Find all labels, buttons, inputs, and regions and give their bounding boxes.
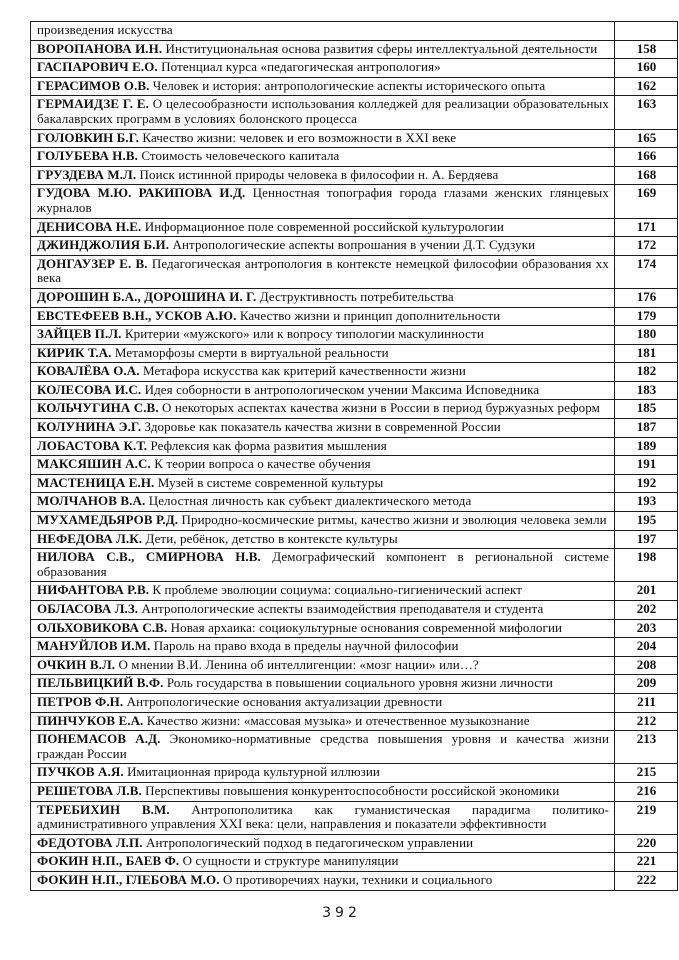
toc-row	[31, 764, 678, 783]
toc-row	[31, 530, 678, 549]
toc-entry-cell	[31, 712, 615, 731]
toc-entry-page-number: 166	[615, 148, 678, 167]
toc-entry-cell	[31, 22, 615, 41]
toc-entry-cell	[31, 549, 615, 582]
toc-entry-author: ЗАЙЦЕВ П.Л.	[37, 326, 125, 342]
toc-row	[31, 166, 678, 185]
toc-row	[31, 22, 678, 41]
toc-entry-page-number: 197	[615, 530, 678, 549]
toc-row	[31, 619, 678, 638]
toc-row	[31, 834, 678, 853]
toc-entry-title: Ценностная топография города глазами женских глянцевых журналов	[37, 185, 609, 215]
toc-entry-page-number: 220	[615, 834, 678, 853]
toc-row	[31, 782, 678, 801]
toc-entry-author: ДОНГАУЗЕР Е. В.	[37, 255, 152, 271]
toc-entry-page-number: 192	[615, 474, 678, 493]
toc-row	[31, 77, 678, 96]
toc-entry-title: Экономико-нормативные средства повышения уровня и качества жизни граждан России	[37, 731, 609, 761]
toc-entry-title: Антропологические основания актуализации древности	[126, 693, 443, 709]
toc-entry-title: О некоторых аспектах качества жизни в России в период буржуазных реформ	[162, 400, 600, 416]
toc-entry-page-number: 213	[615, 731, 678, 764]
toc-entry-cell	[31, 59, 615, 78]
toc-entry-author: МАНУЙЛОВ И.М.	[37, 638, 154, 654]
toc-row	[31, 456, 678, 475]
toc-row	[31, 693, 678, 712]
toc-entry-page-number: 216	[615, 782, 678, 801]
toc-entry-page-number: 169	[615, 185, 678, 218]
toc-entry-cell	[31, 871, 615, 890]
toc-entry-cell	[31, 129, 615, 148]
toc-entry-title: Качество жизни и принцип дополнительности	[239, 307, 501, 323]
toc-entry-author: ДЕНИСОВА Н.Е.	[37, 218, 145, 234]
toc-row	[31, 731, 678, 764]
toc-row	[31, 344, 678, 363]
toc-entry-page-number: 165	[615, 129, 678, 148]
toc-entry-author: ПЕТРОВ Ф.Н.	[37, 693, 127, 709]
toc-row	[31, 59, 678, 78]
toc-entry-page-number: 221	[615, 853, 678, 872]
toc-entry-author: НИЛОВА С.В., СМИРНОВА Н.В.	[37, 549, 273, 565]
toc-entry-author: КОВАЛЁВА О.А.	[37, 363, 143, 379]
toc-entry-cell	[31, 834, 615, 853]
toc-entry-title: Качество жизни: человек и его возможности в XXI веке	[142, 129, 457, 145]
toc-entry-page-number: 212	[615, 712, 678, 731]
toc-entry-author: КИРИК Т.А.	[37, 344, 115, 360]
toc-entry-title: Перспективы повышения конкурентоспособности российской экономики	[145, 782, 560, 798]
toc-entry-title: Роль государства в повышении социального уровня жизни личности	[166, 675, 553, 691]
toc-row	[31, 675, 678, 694]
toc-row	[31, 853, 678, 872]
toc-entry-title: Поиск истинной природы человека в философии н. А. Бердяева	[139, 166, 499, 182]
toc-entry-cell	[31, 493, 615, 512]
toc-row	[31, 307, 678, 326]
toc-entry-author: ОЧКИН В.Л.	[37, 656, 119, 672]
toc-entry-author: ГУДОВА М.Ю. РАКИПОВА И.Д.	[37, 185, 253, 201]
toc-entry-page-number: 158	[615, 40, 678, 59]
toc-entry-page-number: 183	[615, 381, 678, 400]
toc-entry-author: ПОНЕМАСОВ А.Д.	[37, 731, 170, 747]
toc-entry-author: МУХАМЕДЬЯРОВ Р.Д.	[37, 512, 182, 528]
toc-row	[31, 474, 678, 493]
toc-entry-author: ОЛЬХОВИКОВА С.В.	[37, 619, 171, 635]
toc-row	[31, 512, 678, 531]
toc-entry-page-number: 195	[615, 512, 678, 531]
toc-entry-cell	[31, 782, 615, 801]
toc-row	[31, 96, 678, 129]
toc-entry-cell	[31, 255, 615, 288]
toc-entry-title: Демографический компонент в региональной системе образования	[37, 549, 609, 579]
toc-entry-page-number: 202	[615, 601, 678, 620]
toc-entry-page-number: 215	[615, 764, 678, 783]
toc-entry-page-number: 198	[615, 549, 678, 582]
toc-entry-page-number: 193	[615, 493, 678, 512]
toc-entry-page-number: 168	[615, 166, 678, 185]
toc-entry-page-number: 201	[615, 582, 678, 601]
toc-entry-title: О целесообразности использования колледжей для реализации образовательных бакалаврских программ в условиях болонского процесса	[37, 96, 609, 126]
toc-row	[31, 40, 678, 59]
toc-entry-page-number: 182	[615, 363, 678, 382]
toc-entry-cell	[31, 218, 615, 237]
toc-entry-title: Антропополитика как гуманистическая парадигма политико-административного управления XXI века: цели, направления и показатели эффективности	[37, 801, 609, 832]
toc-entry-title: О противоречиях науки, техники и социального	[222, 871, 493, 887]
toc-entry-author: ПУЧКОВ А.Я.	[37, 764, 128, 780]
toc-entry-author: ВОРОПАНОВА И.Н.	[37, 40, 166, 56]
toc-entry-author: НИФАНТОВА Р.В.	[37, 582, 153, 598]
toc-entry-cell	[31, 656, 615, 675]
toc-entry-cell	[31, 437, 615, 456]
toc-entry-author: КОЛЕСОВА И.С.	[37, 381, 145, 397]
toc-row	[31, 601, 678, 620]
toc-row	[31, 148, 678, 167]
toc-entry-page-number: 211	[615, 693, 678, 712]
toc-entry-cell	[31, 512, 615, 531]
toc-row	[31, 493, 678, 512]
toc-entry-cell	[31, 601, 615, 620]
toc-entry-author: ФЕДОТОВА Л.П.	[37, 834, 146, 850]
toc-entry-title: Деструктивность потребительства	[259, 288, 454, 304]
toc-entry-title: Антропологические аспекты взаимодействия преподавателя и студента	[141, 601, 544, 616]
toc-entry-author: КОЛЬЧУГИНА С.В.	[37, 400, 163, 416]
toc-entry-title: Человек и история: антропологические аспекты исторического опыта	[152, 77, 546, 93]
toc-entry-page-number: 163	[615, 96, 678, 129]
toc-entry-author: ГАСПАРОВИЧ Е.О.	[37, 59, 162, 75]
toc-entry-author: ГРУЗДЕВА М.Л.	[37, 166, 140, 182]
toc-entry-author: ГЕРАСИМОВ О.В.	[37, 77, 153, 93]
toc-row	[31, 400, 678, 419]
toc-entry-cell	[31, 419, 615, 438]
toc-entry-cell	[31, 675, 615, 694]
toc-entry-page-number: 181	[615, 344, 678, 363]
toc-entry-author: ГЕРМАИДЗЕ Г. Е.	[37, 96, 153, 112]
toc-entry-page-number: 189	[615, 437, 678, 456]
toc-entry-cell	[31, 474, 615, 493]
toc-entry-cell	[31, 582, 615, 601]
toc-entry-cell	[31, 693, 615, 712]
toc-entry-page-number: 172	[615, 237, 678, 256]
toc-entry-page-number: 176	[615, 288, 678, 307]
toc-entry-cell	[31, 237, 615, 256]
toc-entry-author: ФОКИН Н.П., ГЛЕБОВА М.О.	[37, 871, 223, 887]
toc-entry-author: МАКСЯШИН А.С.	[37, 456, 155, 472]
toc-entry-author: МАСТЕНИЦА Е.Н.	[37, 474, 158, 490]
toc-row	[31, 255, 678, 288]
toc-entry-cell	[31, 801, 615, 834]
toc-row	[31, 326, 678, 345]
toc-entry-author: ОБЛАСОВА Л.З.	[37, 601, 142, 616]
toc-entry-author: НЕФЕДОВА Л.К.	[37, 530, 146, 546]
toc-row	[31, 288, 678, 307]
toc-entry-page-number: 208	[615, 656, 678, 675]
toc-entry-page-number: 180	[615, 326, 678, 345]
toc-entry-cell	[31, 853, 615, 872]
toc-entry-cell	[31, 619, 615, 638]
toc-row	[31, 638, 678, 657]
toc-entry-author: ФОКИН Н.П., БАЕВ Ф.	[37, 853, 183, 869]
toc-entry-cell	[31, 764, 615, 783]
toc-entry-cell	[31, 77, 615, 96]
toc-entry-page-number: 171	[615, 218, 678, 237]
toc-entry-title: Музей в системе современной культуры	[157, 474, 384, 490]
toc-row	[31, 871, 678, 890]
toc-entry-cell	[31, 530, 615, 549]
toc-row	[31, 237, 678, 256]
toc-entry-cell	[31, 96, 615, 129]
toc-entry-title: Здоровье как показатель качества жизни в современной России	[144, 419, 501, 435]
toc-entry-page-number: 203	[615, 619, 678, 638]
toc-entry-cell	[31, 400, 615, 419]
toc-entry-title: Критерии «мужского» или к вопросу типологии маскулинности	[124, 326, 484, 342]
toc-row	[31, 801, 678, 834]
toc-entry-page-number: 222	[615, 871, 678, 890]
toc-entry-page-number: 174	[615, 255, 678, 288]
toc-row	[31, 129, 678, 148]
toc-entry-title: Пароль на право входа в пределы научной философии	[153, 638, 459, 654]
toc-entry-page-number: 204	[615, 638, 678, 657]
toc-entry-title: произведения искусства	[37, 22, 173, 37]
toc-table	[30, 21, 678, 891]
toc-entry-cell	[31, 731, 615, 764]
toc-entry-page-number: 185	[615, 400, 678, 419]
toc-entry-title: Антропологический подход в педагогическом управлении	[145, 834, 474, 850]
toc-entry-title: Рефлексия как форма развития мышления	[150, 437, 387, 453]
toc-entry-title: Новая архаика: социокультурные основания современной мифологии	[170, 619, 563, 635]
toc-entry-author: ДЖИНДЖОЛИЯ Б.И.	[37, 237, 173, 253]
toc-entry-title: Имитационная природа культурной иллюзии	[127, 764, 380, 780]
toc-entry-cell	[31, 40, 615, 59]
toc-entry-author: ЛОБАСТОВА К.Т.	[37, 437, 151, 453]
toc-entry-cell	[31, 307, 615, 326]
toc-entry-cell	[31, 638, 615, 657]
toc-row	[31, 582, 678, 601]
toc-row	[31, 549, 678, 582]
toc-entry-title: Метаморфозы смерти в виртуальной реальности	[114, 344, 389, 360]
toc-entry-cell	[31, 185, 615, 218]
toc-row	[31, 437, 678, 456]
toc-row	[31, 185, 678, 218]
toc-entry-title: Антропологические аспекты вопрошания в учении Д.Т. Судзуки	[172, 237, 536, 253]
toc-entry-title: К теории вопроса о качестве обучения	[154, 456, 371, 472]
toc-table-body	[31, 22, 678, 891]
toc-entry-page-number: 162	[615, 77, 678, 96]
toc-entry-author: ГОЛОВКИН Б.Г.	[37, 129, 143, 145]
toc-entry-title: Информационное поле современной российской культурологии	[144, 218, 504, 234]
toc-entry-title: Дети, ребёнок, детство в контексте культуры	[145, 530, 398, 546]
toc-entry-title: Природно-космические ритмы, качество жизни и эволюция человека земли	[181, 512, 607, 528]
toc-entry-page-number: 179	[615, 307, 678, 326]
toc-entry-title: Идея соборности в антропологическом учении Максима Исповедника	[144, 381, 540, 397]
footer-page-number: 392	[322, 904, 361, 921]
toc-entry-page-number	[615, 22, 678, 41]
toc-entry-page-number: 187	[615, 419, 678, 438]
toc-entry-author: ГОЛУБЕВА Н.В.	[37, 148, 142, 164]
toc-entry-cell	[31, 288, 615, 307]
toc-row	[31, 712, 678, 731]
toc-entry-cell	[31, 326, 615, 345]
toc-entry-title: О сущности и структуре манипуляции	[182, 853, 399, 869]
toc-entry-title: О мнении В.И. Ленина об интеллигенции: «мозг нации» или…?	[118, 656, 479, 672]
toc-entry-cell	[31, 166, 615, 185]
toc-entry-page-number: 209	[615, 675, 678, 694]
toc-entry-author: РЕШЕТОВА Л.В.	[37, 782, 146, 798]
toc-entry-title: Качество жизни: «массовая музыка» и отечественное музыкознание	[146, 712, 530, 728]
toc-entry-title: К проблеме эволюции социума: социально-гигиенический аспект	[152, 582, 523, 598]
toc-entry-title: Потенциал курса «педагогическая антропология»	[161, 59, 441, 75]
toc-row	[31, 381, 678, 400]
toc-entry-author: ЕВСТЕФЕЕВ В.Н., УСКОВ А.Ю.	[37, 307, 240, 323]
toc-row	[31, 218, 678, 237]
toc-entry-title: Педагогическая антропология в контексте немецкой философии образования xx века	[37, 255, 609, 286]
toc-entry-author: ДОРОШИН Б.А., ДОРОШИНА И. Г.	[37, 288, 260, 304]
toc-entry-title: Стоимость человеческого капитала	[141, 148, 340, 164]
toc-entry-cell	[31, 381, 615, 400]
toc-row	[31, 656, 678, 675]
toc-entry-cell	[31, 344, 615, 363]
toc-row	[31, 363, 678, 382]
toc-entry-page-number: 219	[615, 801, 678, 834]
toc-entry-author: КОЛУНИНА Э.Г.	[37, 419, 145, 435]
toc-entry-author: МОЛЧАНОВ В.А.	[37, 493, 149, 509]
toc-row	[31, 419, 678, 438]
toc-entry-author: ПЕЛЬВИЦКИЙ В.Ф.	[37, 675, 167, 691]
toc-entry-page-number: 160	[615, 59, 678, 78]
toc-entry-title: Метафора искусства как критерий качественности жизни	[142, 363, 466, 379]
toc-entry-page-number: 191	[615, 456, 678, 475]
toc-entry-author: ТЕРЕБИХИН В.М.	[37, 801, 192, 817]
toc-entry-author: ПИНЧУКОВ Е.А.	[37, 712, 147, 728]
toc-entry-cell	[31, 148, 615, 167]
toc-entry-cell	[31, 456, 615, 475]
toc-entry-title: Институциональная основа развития сферы интеллектуальной деятельности	[165, 40, 598, 56]
toc-entry-cell	[31, 363, 615, 382]
toc-entry-title: Целостная личность как субъект диалектического метода	[148, 493, 472, 509]
